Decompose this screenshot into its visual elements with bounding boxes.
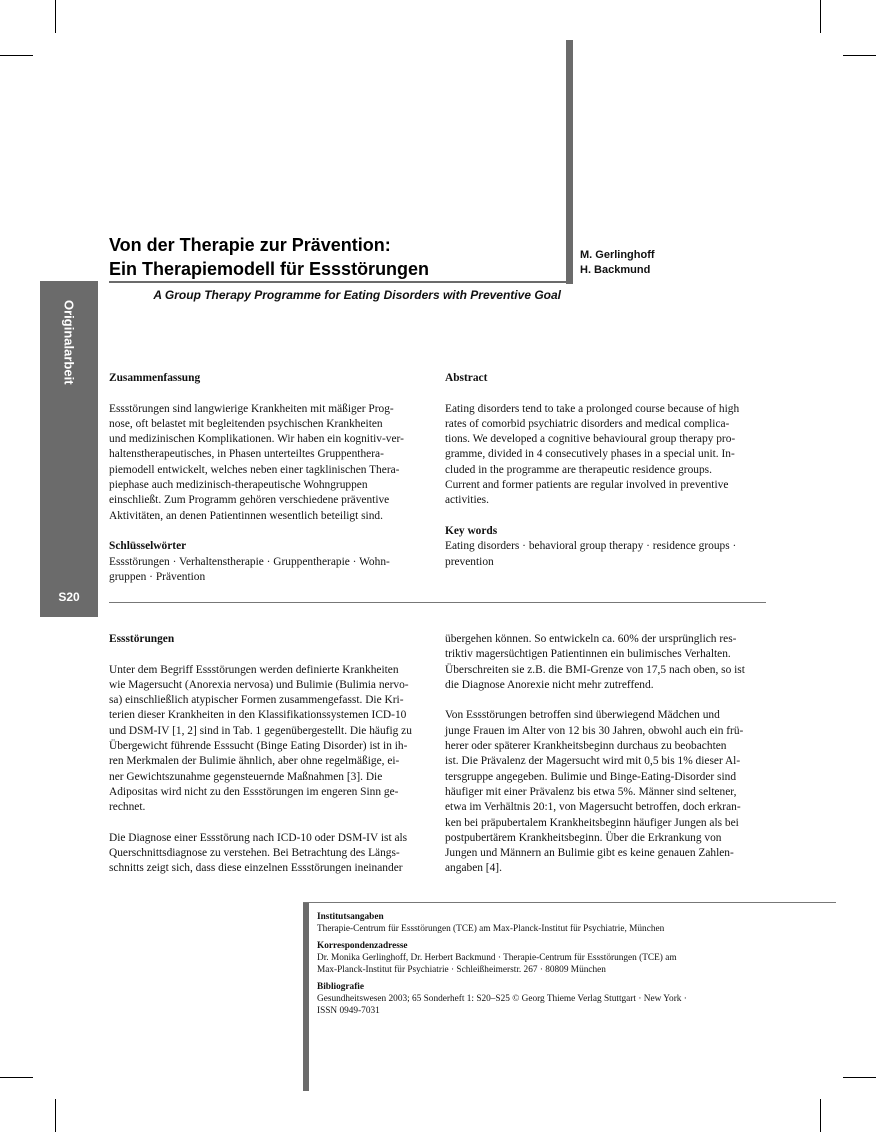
crop-mark — [55, 0, 56, 33]
text-line: piemodell entwickelt, welches neben einer tagklinischen Thera- — [109, 463, 400, 476]
text-line: Von Essstörungen betroffen sind überwiegend Mädchen und — [445, 709, 720, 722]
body-column-right — [445, 632, 767, 877]
text-line: triktiv magersüchtigen Patientinnen ein bulimisches Verhalten. — [445, 648, 731, 661]
body-column-left — [109, 632, 431, 877]
author-name: H. Backmund — [580, 264, 651, 276]
zusammenfassung-section — [109, 371, 431, 585]
text-line: postpubertärem Krankheitsbeginn. Über die Erkrankung von — [445, 831, 722, 844]
info-heading: Bibliografie — [317, 982, 364, 992]
text-line: Die Diagnose einer Essstörung nach ICD-10 oder DSM-IV ist als — [109, 831, 408, 844]
header-vertical-bar — [566, 40, 573, 284]
text-line: etwa im Verhältnis 20:1, von Magersucht betroffen, doch erkran- — [445, 801, 741, 814]
text-line: tions. We developed a cognitive behavioural group therapy pro- — [445, 433, 736, 446]
author-name: M. Gerlinghoff — [580, 249, 655, 261]
text-line: rates of comorbid psychiatric disorders and medical complica- — [445, 417, 730, 430]
abstract-section — [445, 371, 767, 570]
text-line: gramme, divided in 4 consecutively phases in a special unit. In- — [445, 448, 735, 461]
text-line: junge Frauen im Alter von 12 bis 30 Jahren, obwohl auch ein frü- — [445, 724, 744, 737]
text-line: tersgruppe angegeben. Bulimie und Binge-Eating-Disorder sind — [445, 770, 737, 783]
text-line: haltenstherapeutisches, in Phasen unterteiltes Gruppenthera- — [109, 448, 384, 461]
title-rule — [109, 281, 573, 283]
text-line: häufiger mit einer Prävalenz bis etwa 5%. Männer sind seltener, — [445, 785, 737, 798]
info-text: Therapie-Centrum für Essstörungen (TCE) am Max-Planck-Institut für Psychiatrie, München — [317, 924, 665, 934]
info-box-rule — [303, 902, 836, 903]
text-line: schnitts zeigt sich, dass diese einzelnen Essstörungen ineinander — [109, 862, 403, 875]
info-heading: Institutsangaben — [317, 912, 384, 922]
info-text: Dr. Monika Gerlinghoff, Dr. Herbert Backmund · Therapie-Centrum für Essstörungen (TCE) am — [317, 953, 677, 963]
text-line: einschließt. Zum Programm gehören verschiedene präventive — [109, 494, 390, 507]
text-line: Current and former patients are regular involved in preventive — [445, 479, 729, 492]
english-subtitle: A Group Therapy Programme for Eating Disorders with Preventive Goal — [153, 288, 561, 302]
crop-mark — [843, 1077, 876, 1078]
keywords-heading: Key words — [445, 524, 498, 537]
crop-mark — [0, 55, 33, 56]
keywords-line: prevention — [445, 555, 494, 568]
text-line: Querschnittsdiagnose zu verstehen. Bei Betrachtung des Längs- — [109, 847, 400, 860]
article-type-label: Originalarbeit — [61, 300, 77, 385]
text-line: nose, oft belastet mit begleitenden psychischen Krankheiten — [109, 417, 383, 430]
crop-mark — [820, 1099, 821, 1132]
crop-mark — [843, 55, 876, 56]
keywords-line: gruppen · Prävention — [109, 570, 206, 583]
crop-mark — [0, 1077, 33, 1078]
info-text: Max-Planck-Institut für Psychiatrie · Schleißheimerstr. 267 · 80809 München — [317, 965, 606, 975]
info-text: Gesundheitswesen 2003; 65 Sonderheft 1: S20–S25 © Georg Thieme Verlag Stuttgart · New York · — [317, 994, 687, 1004]
text-line: herer oder späterer Krankheitsbeginn durchaus zu beobachten — [445, 740, 727, 753]
correspondence-section — [317, 940, 787, 976]
section-heading: Abstract — [445, 372, 488, 384]
text-line: cluded in the programme are therapeutic residence groups. — [445, 463, 712, 476]
text-line: Essstörungen sind langwierige Krankheiten mit mäßiger Prog- — [109, 402, 394, 415]
text-line: Jungen und Männern an Bulimie gibt es keine genauen Zahlen- — [445, 847, 734, 860]
abstract-text — [445, 402, 767, 509]
title-line: Ein Therapiemodell für Essstörungen — [109, 259, 430, 279]
text-line: und medizinischen Komplikationen. Wir haben ein kognitiv-ver- — [109, 433, 404, 446]
text-line: Unter dem Begriff Essstörungen werden definierte Krankheiten — [109, 663, 399, 676]
text-line: die Diagnose Anorexie nicht mehr zutreffend. — [445, 678, 654, 691]
text-line: ren Merkmalen der Bulimie ähnlich, aber ohne regelmäßige, ei- — [109, 755, 400, 768]
crop-mark — [55, 1099, 56, 1132]
page-number: S20 — [58, 590, 80, 604]
section-heading: Zusammenfassung — [109, 372, 201, 384]
text-line: Übergewicht führende Esssucht (Binge Eating Disorder) ist in ih- — [109, 740, 408, 753]
info-text: ISSN 0949-7031 — [317, 1006, 380, 1016]
article-info-box — [317, 911, 787, 1022]
text-line: ken bei präpubertalem Krankheitsbeginn häufiger Jungen als bei — [445, 816, 739, 829]
text-line: piephase auch medizinisch-therapeutische Wohngruppen — [109, 479, 368, 492]
text-line: Aktivitäten, an denen Patientinnen wesentlich beteiligt sind. — [109, 509, 383, 522]
title-line: Von der Therapie zur Prävention: — [109, 235, 391, 255]
crop-mark — [820, 0, 821, 33]
text-line: wie Magersucht (Anorexia nervosa) und Bulimie (Bulimia nervo- — [109, 678, 409, 691]
text-line: Eating disorders tend to take a prolonged course because of high — [445, 402, 740, 415]
section-divider — [109, 602, 766, 603]
text-line: und DSM-IV [1, 2] sind in Tab. 1 gegenübergestellt. Die häufig zu — [109, 724, 412, 737]
text-line: angaben [4]. — [445, 862, 502, 875]
info-box-bar — [303, 902, 309, 1091]
text-line: ist. Die Prävalenz der Magersucht wird mit 0,5 bis 1% dieser Al- — [445, 755, 741, 768]
article-title — [109, 233, 561, 281]
author-list — [580, 248, 700, 278]
text-line: Adipositas wird nicht zu den Essstörungen im engeren Sinn ge- — [109, 785, 399, 798]
keywords-heading: Schlüsselwörter — [109, 540, 187, 553]
text-line: activities. — [445, 494, 489, 507]
keywords-line: Essstörungen · Verhaltenstherapie · Gruppentherapie · Wohn- — [109, 555, 390, 568]
text-line: ner Gewichtszunahme gegensteuernde Maßnahmen [3]. Die — [109, 770, 383, 783]
text-line: terien dieser Krankheiten in den Klassifikationssystemen ICD-10 — [109, 709, 407, 722]
text-line: Überschreiten sie z.B. die BMI-Grenze von 17,5 nach oben, so ist — [445, 663, 745, 676]
bibliography-section — [317, 981, 787, 1017]
text-line: sa) einschließlich atypischer Formen zusammengefasst. Die Kri- — [109, 694, 404, 707]
text-line: rechnet. — [109, 801, 146, 814]
summary-text — [109, 402, 431, 524]
keywords-line: Eating disorders · behavioral group therapy · residence groups · — [445, 540, 737, 553]
text-line: übergehen können. So entwickeln ca. 60% der ursprünglich res- — [445, 633, 737, 645]
info-heading: Korrespondenzadresse — [317, 941, 408, 951]
section-heading: Essstörungen — [109, 633, 175, 645]
institution-section — [317, 911, 787, 935]
